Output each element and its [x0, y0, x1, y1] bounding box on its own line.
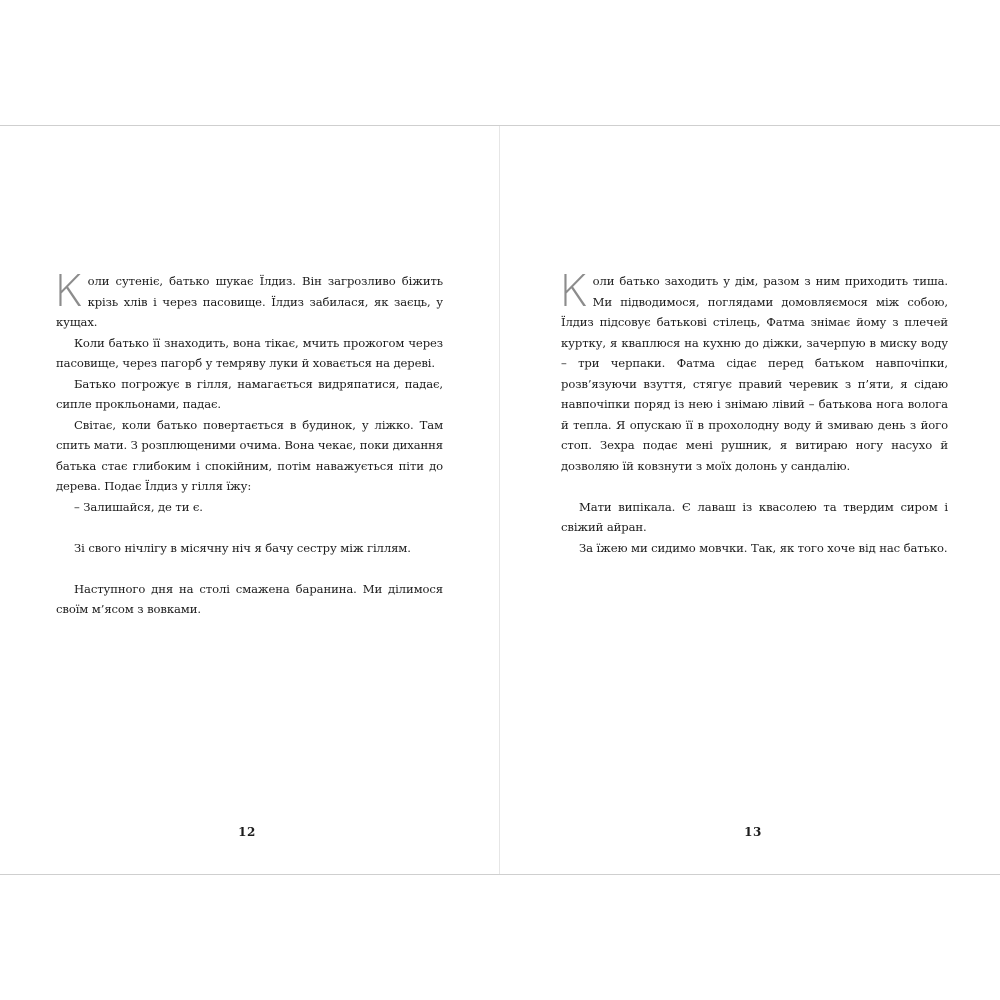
paragraph: Зі свого нічлігу в місячну ніч я бачу сестру між гіллям. [74, 540, 411, 555]
right-page [500, 126, 1000, 874]
paragraph: Коли батько її знаходить, вона тікає, мчить прожогом через пасовище, через пагорб у темряву луки й ховається на дереві. [56, 335, 443, 370]
paragraph: За їжею ми сидимо мовчки. Так, як того хоче від нас батько. [579, 540, 948, 555]
page-number: 13 [744, 825, 762, 839]
right-page-text [559, 266, 948, 558]
paragraph: Батько погрожує в гілля, намагається видряпатися, падає, сипле прокльонами, падає. [56, 376, 443, 411]
page-number: 12 [238, 825, 256, 839]
paragraph: Мати випікала. Є лаваш із квасолею та твердим сиром і свіжий айран. [561, 499, 948, 534]
drop-cap: К [559, 266, 589, 317]
drop-cap: К [54, 266, 84, 317]
left-page-text [54, 266, 443, 620]
paragraph: Наступного дня на столі смажена баранина. Ми ділимося своїм м’ясом з вовками. [56, 581, 443, 616]
paragraph: Коли батько заходить у дім, разом з ним приходить тиша. Ми підводимося, поглядами домовляємося між собою, Їлдиз підсовує батькові стілець, Фатма знімає йому з плечей куртку, я кваплюся на кухню до діжки, зачерпую в миску воду – три черпаки. Фатма сідає перед батьком навпочіпки, розв’язуючи взуття, стягує правий черевик з п’яти, я сідаю навпочіпки поряд із нею і знімаю лівий – батькова нога волога й тепла. Я опускаю її в прохолодну воду й змиваю день з його стоп. Зехра подає мені рушник, я витираю ногу насухо й дозволяю їй ковзнути з моїх долонь у сандалію. [559, 266, 948, 473]
book-spread [0, 125, 1000, 875]
paragraph: Коли сутеніє, батько шукає Їлдиз. Він загрозливо біжить крізь хлів і через пасовище. Їлдиз забилася, як заєць, у кущах. [54, 266, 443, 329]
dialogue-line: – Залишайся, де ти є. [74, 499, 203, 514]
paragraph: Світає, коли батько повертається в будинок, у ліжко. Там спить мати. З розплющеними очима. Вона чекає, поки дихання батька стає глибоким і спокійним, потім наважується піти до дерева. Подає Їлдиз у гілля їжу: [56, 417, 443, 493]
left-page [0, 126, 500, 874]
